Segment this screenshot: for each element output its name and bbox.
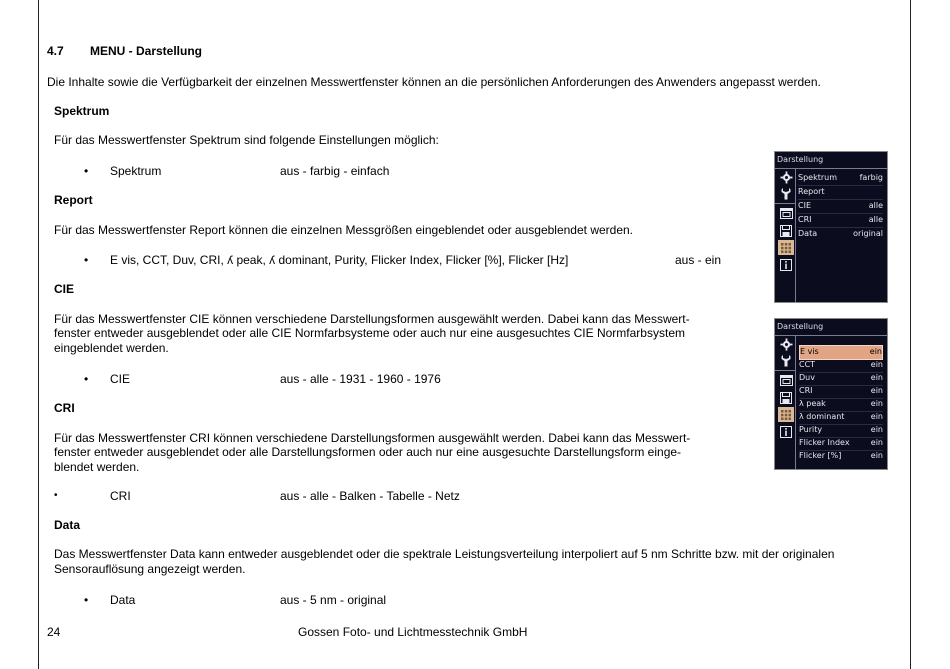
row-value: ein xyxy=(870,360,883,369)
section-title: MENU - Darstellung xyxy=(90,44,203,58)
page-border-left xyxy=(38,0,39,669)
grid-icon[interactable] xyxy=(778,407,794,422)
spektrum-title: Spektrum xyxy=(54,104,110,118)
panel-row-cct[interactable] xyxy=(799,359,883,373)
grid-icon[interactable] xyxy=(778,240,794,255)
panel-row-flicker-index[interactable] xyxy=(799,437,883,451)
device-screen-report-settings xyxy=(774,318,888,470)
data-text-line2: Sensorauflösung angezeigt werden. xyxy=(54,562,246,576)
panel-icon-column-divider xyxy=(795,336,796,469)
panel-divider xyxy=(775,335,887,336)
bullet-symbol-small: • xyxy=(54,490,58,501)
panel-row-report[interactable] xyxy=(798,186,883,200)
row-label: λ peak xyxy=(799,399,826,408)
data-bullet-name: Data xyxy=(110,593,136,607)
row-value: alle xyxy=(868,215,883,224)
panel-row-e-vis[interactable] xyxy=(799,345,883,360)
row-value: ein xyxy=(870,386,883,395)
footer-company: Gossen Foto- und Lichtmesstechnik GmbH xyxy=(298,625,528,639)
row-value: ein xyxy=(870,373,883,382)
row-label: CRI xyxy=(799,386,813,395)
cie-text-line1: Für das Messwertfenster CIE können verschiedene Darstellungsformen ausgewählt werden. Dabei kann das Messwert- xyxy=(54,312,690,326)
bullet-symbol: • xyxy=(84,372,89,386)
save-icon[interactable] xyxy=(778,223,794,238)
row-label: CIE xyxy=(798,201,811,210)
wrench-icon[interactable] xyxy=(778,186,794,201)
gear-icon[interactable] xyxy=(778,337,794,352)
report-title: Report xyxy=(54,193,93,207)
spektrum-bullet-name: Spektrum xyxy=(110,164,162,178)
info-icon[interactable] xyxy=(778,257,794,272)
data-bullet-options: aus - 5 nm - original xyxy=(280,593,387,607)
wrench-icon[interactable] xyxy=(778,353,794,368)
report-text: Für das Messwertfenster Report können die einzelnen Messgrößen eingeblendet oder ausgeblendet werden. xyxy=(54,223,634,237)
cri-text-line1: Für das Messwertfenster CRI können verschiedene Darstellungsformen ausgewählt werden. Dabei kann das Messwert- xyxy=(54,431,691,445)
report-bullet-options: aus - ein xyxy=(675,253,722,267)
row-value: original xyxy=(853,229,883,238)
gear-icon[interactable] xyxy=(778,170,794,185)
data-text-line1: Das Messwertfenster Data kann entweder ausgeblendet oder die spektrale Leistungsverteilung interpoliert auf 5 nm Schritte bzw. mit der originalen xyxy=(54,547,835,561)
row-value: ein xyxy=(870,399,883,408)
bullet-symbol: • xyxy=(84,253,89,267)
cie-bullet-name: CIE xyxy=(110,372,131,386)
page-number: 24 xyxy=(47,625,61,639)
row-label: Flicker Index xyxy=(799,438,850,447)
panel-row-purity[interactable] xyxy=(799,424,883,438)
panel-row-cie[interactable] xyxy=(798,200,883,214)
cri-bullet-name: CRI xyxy=(110,489,131,503)
page-border-right xyxy=(910,0,911,669)
cri-text-line2: fenster entweder ausgeblendet oder alle Darstellungsformen oder auch nur eine ausgesuchte Darstellungsform einge- xyxy=(54,445,682,459)
panel-row-lambda-peak[interactable] xyxy=(799,398,883,412)
panel-row-cri[interactable] xyxy=(799,385,883,399)
cie-text-line3: eingeblendet werden. xyxy=(54,341,169,355)
report-bullet-list: E vis, CCT, Duv, CRI, ʎ peak, ʎ dominant, Purity, Flicker Index, Flicker [%], Flicker [Hz] xyxy=(110,253,569,267)
cri-title: CRI xyxy=(54,401,75,415)
panel-title: Darstellung xyxy=(777,322,824,331)
row-value: farbig xyxy=(859,173,883,182)
row-label: Flicker [%] xyxy=(799,451,842,460)
row-label: λ dominant xyxy=(799,412,845,421)
panel-row-data[interactable] xyxy=(798,228,883,241)
spektrum-bullet-options: aus - farbig - einfach xyxy=(280,164,390,178)
panel-title: Darstellung xyxy=(777,155,824,164)
row-label: CRI xyxy=(798,215,812,224)
row-label: Purity xyxy=(799,425,823,434)
row-label: Duv xyxy=(799,373,815,382)
panel-icon-column-divider xyxy=(795,169,796,302)
info-icon[interactable] xyxy=(778,424,794,439)
row-label: Report xyxy=(798,187,825,196)
row-value: ein xyxy=(870,412,883,421)
panel-row-cri[interactable] xyxy=(798,214,883,228)
row-value: alle xyxy=(868,201,883,210)
panel-row-lambda-dominant[interactable] xyxy=(799,411,883,425)
window-icon[interactable] xyxy=(778,206,794,221)
cie-bullet-options: aus - alle - 1931 - 1960 - 1976 xyxy=(280,372,441,386)
row-label: E vis xyxy=(800,347,819,356)
panel-row-spektrum[interactable] xyxy=(798,172,883,186)
bullet-symbol: • xyxy=(84,164,89,178)
row-value: ein xyxy=(870,451,883,460)
row-value: ein xyxy=(870,425,883,434)
cri-text-line3: blendet werden. xyxy=(54,460,140,474)
cie-text-line2: fenster entweder ausgeblendet oder alle CIE Normfarbsysteme oder auch nur eine ausgesuchtes CIE Normfarbsystem xyxy=(54,326,685,340)
cie-title: CIE xyxy=(54,282,75,296)
row-value: ein xyxy=(870,438,883,447)
row-value: ein xyxy=(869,347,882,356)
device-screen-darstellung xyxy=(774,151,888,303)
row-label: CCT xyxy=(799,360,816,369)
panel-row-duv[interactable] xyxy=(799,372,883,386)
cri-bullet-options: aus - alle - Balken - Tabelle - Netz xyxy=(280,489,460,503)
bullet-symbol: • xyxy=(84,593,89,607)
spektrum-text: Für das Messwertfenster Spektrum sind folgende Einstellungen möglich: xyxy=(54,133,439,147)
save-icon[interactable] xyxy=(778,390,794,405)
panel-divider xyxy=(775,168,887,169)
panel-row-flicker-percent[interactable] xyxy=(799,450,883,463)
intro-text: Die Inhalte sowie die Verfügbarkeit der einzelnen Messwertfenster können an die persönlichen Anforderungen des Anwenders angepasst werden. xyxy=(47,75,821,89)
section-number: 4.7 xyxy=(47,44,64,58)
row-label: Spektrum xyxy=(798,173,837,182)
window-icon[interactable] xyxy=(778,373,794,388)
row-label: Data xyxy=(798,229,818,238)
data-title: Data xyxy=(54,518,81,532)
